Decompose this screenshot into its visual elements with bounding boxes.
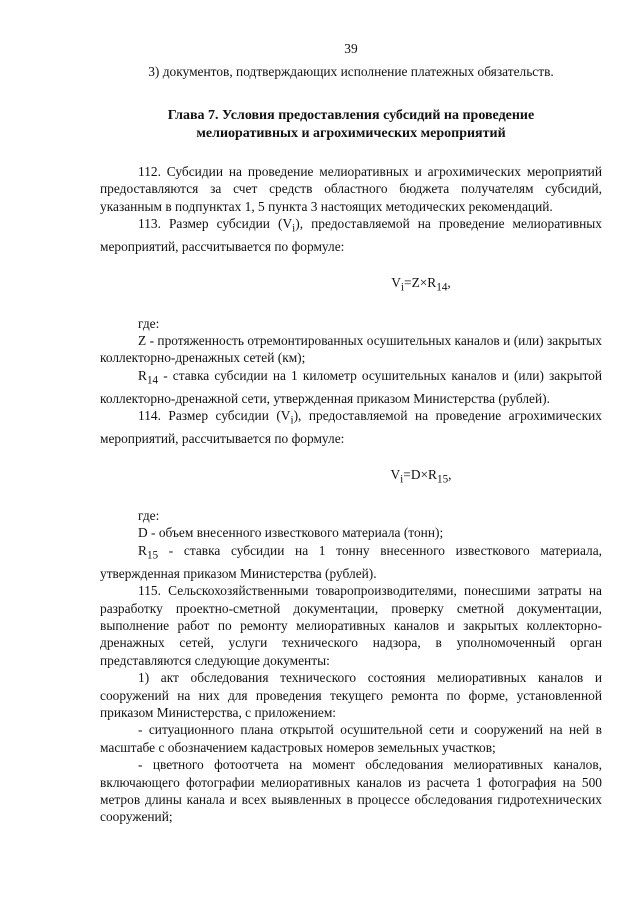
paragraph-113: 113. Размер субсидии $(V_i)$, предоставляемой на проведение мелиоративных мероприятий, рассчитывается по формуле: bbox=[100, 216, 602, 255]
paragraph-114: 114. Размер субсидии $(V_i)$, предоставляемой на проведение агрохимических мероприятий, рассчитывается по формуле: bbox=[100, 408, 602, 447]
paragraph-115: 115. Сельскохозяйственными товаропроизводителями, понесшими затраты на разработку проектно-сметной документации, проверку сметной документации, выполнение работ по ремонту мелиоративных каналов и закрытых коллекторно-дренажных сетей, услуги технического надзора, в уполномоченный орган представляются следующие документы: bbox=[100, 583, 602, 668]
chapter-title bbox=[100, 107, 602, 143]
list-item-1: 1) акт обследования технического состояния мелиоративных каналов и сооружений на них для проведения текущего ремонта по форме, установленной приказом Министерства, с приложением: bbox=[100, 670, 602, 720]
formula-2: $V_i=D\times R_{15}$, bbox=[390, 466, 452, 486]
document-page bbox=[100, 40, 602, 826]
intro-line: 3) документов, подтверждающих исполнение платежных обязательств. bbox=[148, 64, 554, 80]
page-number: 39 bbox=[344, 41, 358, 56]
where-label-2: где: bbox=[138, 507, 160, 523]
definition-r14: $R_{14}$ - ставка субсидии на 1 километр осушительных каналов и (или) закрытой коллекторно-дренажной сети, утвержденная приказом Министерства (рублей). bbox=[100, 367, 602, 406]
where-label-1: где: bbox=[138, 315, 160, 331]
definition-z: Z - протяженность отремонтированных осушительных каналов и (или) закрытых коллекторно-дренажных сетей (км); bbox=[100, 333, 602, 366]
definition-d: D - объем внесенного известкового материала (тонн); bbox=[138, 525, 444, 541]
formula-1: $V_i=Z\times R_{14}$, bbox=[391, 274, 451, 294]
chapter-title-line2: мелиоративных и агрохимических мероприятий bbox=[196, 125, 506, 141]
sub-item-photo-report: - цветного фотоотчета на момент обследования мелиоративных каналов, включающего фотографии мелиоративных каналов из расчета 1 фотография на 500 метров длины канала и всех выявленных в процессе обследования гидротехнических сооружений; bbox=[100, 757, 602, 825]
chapter-title-line1: Глава 7. Условия предоставления субсидий на проведение bbox=[167, 107, 535, 123]
sub-item-situation-plan: - ситуационного плана открытой осушительной сети и сооружений на ней в масштабе с обозначением кадастровых номеров земельных участков; bbox=[100, 722, 602, 755]
paragraph-112: 112. Субсидии на проведение мелиоративных и агрохимических мероприятий предоставляются за счет средств областного бюджета получателям субсидий, указанным в подпунктах 1, 5 пункта 3 настоящих методических рекомендаций. bbox=[100, 163, 602, 214]
definition-r15: $R_{15}$ - ставка субсидии на 1 тонну внесенного известкового материала, утвержденная приказом Министерства (рублей). bbox=[100, 542, 602, 581]
